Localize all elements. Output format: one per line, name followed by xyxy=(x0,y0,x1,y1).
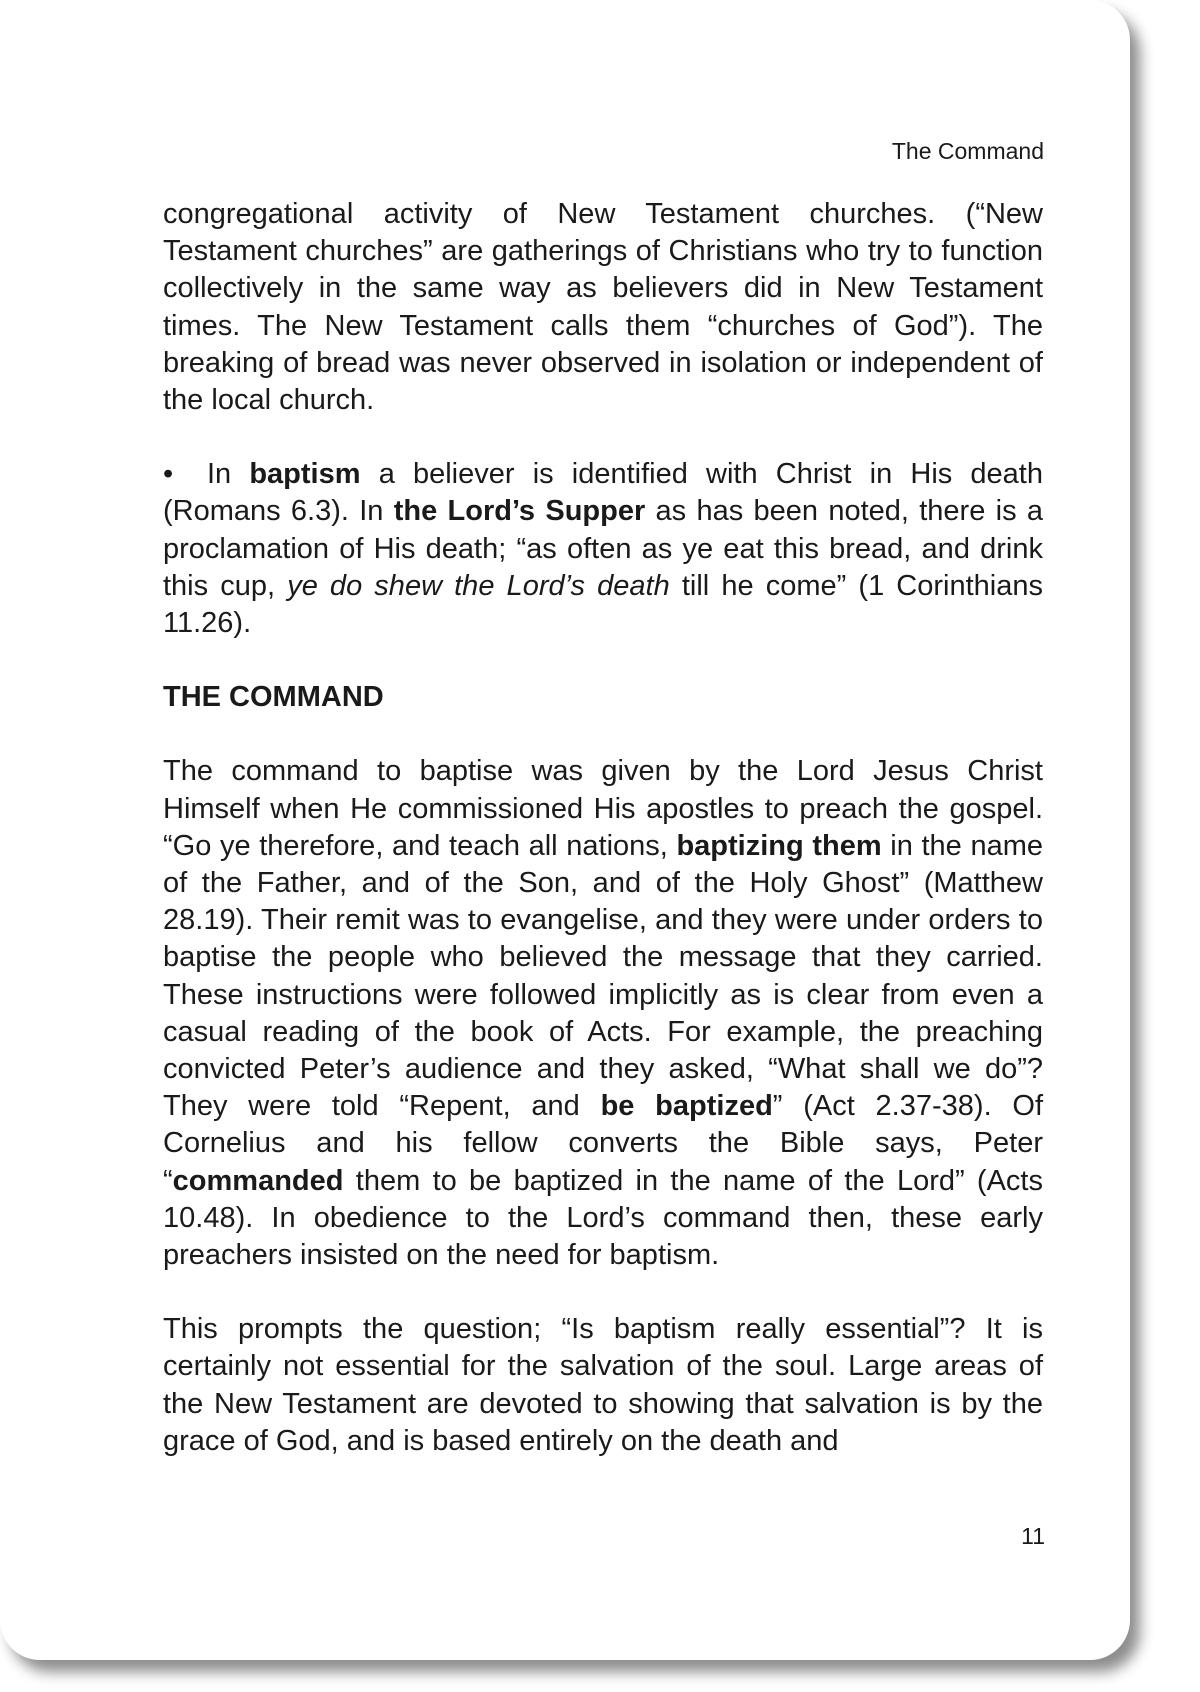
text-run: ” (Act 2.37-38). Of Cornelius and his fellow converts the Bible says, Peter “ xyxy=(163,1090,1044,1197)
italic-quote: ye do shew the Lord’s death xyxy=(287,569,670,602)
bold-baptizing-them: baptizing them xyxy=(676,829,882,862)
text-run: in the name of the Father, and of the Son, and of the Holy Ghost” (Matthew 28.19). Their remit was to evangelise, and they were under orders to baptise the people who believed the message that they carried. These instructions were followed implicitly as is clear from even a casual reading of the book of Acts. For example, the preaching convicted Peter’s audience and they asked, “What shall we do”? They were told “Repent, and xyxy=(163,829,1043,1123)
bold-be-baptized: be baptized xyxy=(600,1090,773,1123)
text-run: a believer is identified with Christ in His death (Romans 6.3). In xyxy=(163,458,1043,528)
text-run: as has been noted, there is a proclamation of His death; “as often as ye eat this bread, and drink this cup, xyxy=(163,495,1043,602)
bullet-marker: • xyxy=(163,458,174,491)
text-run: The command to baptise was given by the Lord Jesus Christ Himself when He commissioned His apostles to preach the gospel. “Go ye therefore, and teach all nations, xyxy=(163,755,1043,862)
running-head: The Command xyxy=(891,138,1044,164)
bold-term-lords-supper: the Lord’s Supper xyxy=(393,495,646,528)
text-run: In xyxy=(207,458,250,491)
text-run: them to be baptized in the name of the Lord” (Acts 10.48). In obedience to the Lord’s command then, these early preachers insisted on the need for baptism. xyxy=(163,1164,1043,1272)
paragraph-question: This prompts the question; “Is baptism really essential”? It is certainly not essential for the salvation of the soul. Large areas of the New Testament are devoted to showing that salvation is by the grace of God, and is based entirely on the death and xyxy=(163,1313,1043,1457)
bold-term-baptism: baptism xyxy=(249,458,361,491)
paragraph-continued: congregational activity of New Testament churches. (“New Testament churches” are gatherings of Christians who try to function collectively in the same way as believers did in New Testament times. The New Testament calls them “churches of God”). The breaking of bread was never observed in isolation or independent of the local church. xyxy=(163,198,1043,417)
page-body xyxy=(163,196,1043,1497)
paragraph-command xyxy=(163,753,1043,1274)
text-run: till he come” (1 Corinthians 11.26). xyxy=(163,569,1043,640)
bullet-paragraph xyxy=(163,456,1043,642)
page-number: 11 xyxy=(1021,1523,1045,1549)
section-heading: THE COMMAND xyxy=(163,681,384,714)
bold-commanded: commanded xyxy=(172,1164,344,1197)
